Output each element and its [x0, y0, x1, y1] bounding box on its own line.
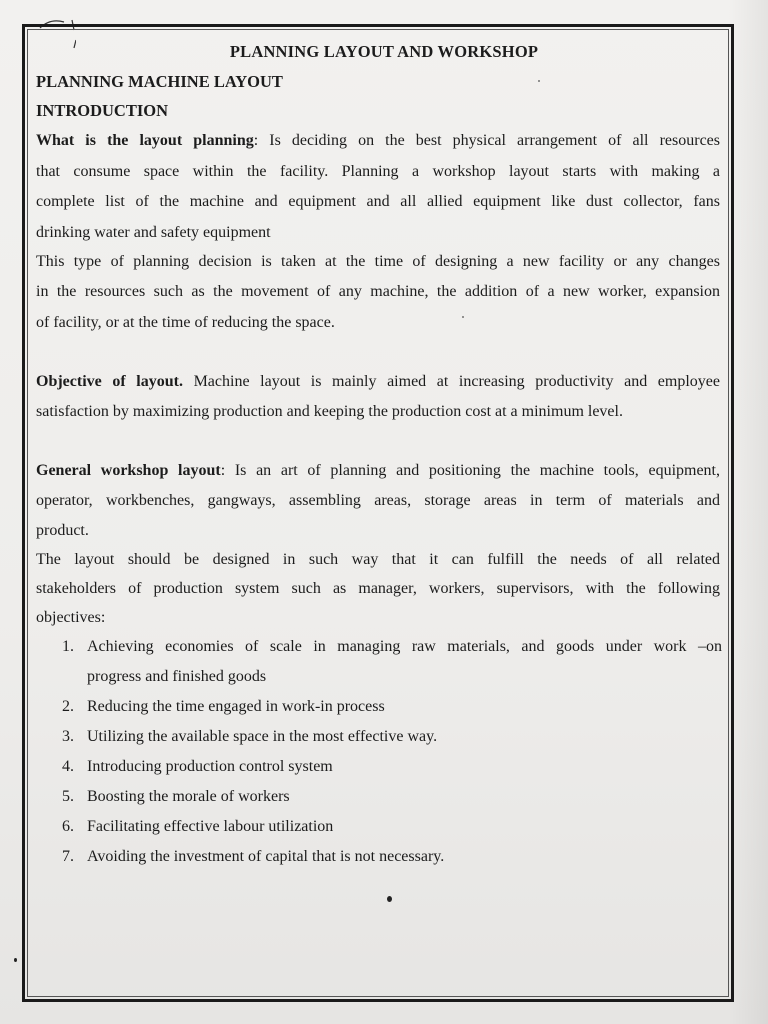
- list-item-text: Boosting the morale of workers: [87, 788, 290, 805]
- list-item: [62, 782, 722, 812]
- objective-line-1-text: Machine layout is mainly aimed at increasing productivity and employee: [182, 373, 720, 390]
- list-item-number: 6.: [62, 818, 74, 835]
- objective-line-2: satisfaction by maximizing production and keeping the production cost at a minimum level.: [36, 403, 623, 420]
- layout-line-3: objectives:: [36, 609, 106, 626]
- intro-line-3: complete list of the machine and equipment and all allied equipment like dust collector, fans: [36, 193, 720, 210]
- list-item: [62, 632, 722, 692]
- document-title: PLANNING LAYOUT AND WORKSHOP: [229, 42, 539, 61]
- list-item-number: 5.: [62, 788, 74, 805]
- intro-line-4: drinking water and safety equipment: [36, 224, 271, 241]
- intro-line-1: [36, 131, 720, 151]
- list-item-number: 4.: [62, 758, 74, 775]
- general-line-3: product.: [36, 522, 89, 539]
- list-item-text: Achieving economies of scale in managing raw materials, and goods under work –on: [87, 638, 722, 655]
- list-item-text: Facilitating effective labour utilization: [87, 818, 334, 835]
- list-item: [62, 812, 722, 842]
- subheading-introduction: INTRODUCTION: [36, 101, 169, 120]
- decision-line-1: This type of planning decision is taken at the time of designing a new facility or any changes: [36, 253, 720, 270]
- layout-line-1: The layout should be designed in such way that it can fulfill the needs of all related: [36, 551, 720, 568]
- list-item-text-continued: progress and finished goods: [87, 668, 267, 685]
- list-item: [62, 692, 722, 722]
- intro-line-2: that consume space within the facility. Planning a workshop layout starts with making a: [36, 163, 720, 180]
- intro-line-1-text: : Is deciding on the best physical arrangement of all resources: [253, 132, 721, 149]
- list-item-text: Reducing the time engaged in work-in process: [87, 698, 385, 715]
- ink-speck: [462, 316, 464, 318]
- general-term: General workshop layout: [36, 462, 221, 479]
- general-line-1-text: : Is an art of planning and positioning the machine tools, equipment,: [220, 462, 721, 479]
- section-heading: PLANNING MACHINE LAYOUT: [36, 72, 283, 91]
- ink-speck: [14, 958, 17, 962]
- general-line-1: [36, 461, 720, 481]
- decision-line-2: in the resources such as the movement of any machine, the addition of a new worker, expansion: [36, 283, 720, 300]
- general-line-2: operator, workbenches, gangways, assembling areas, storage areas in term of materials and: [36, 492, 720, 509]
- layout-line-2: stakeholders of production system such as manager, workers, supervisors, with the following: [36, 580, 720, 597]
- list-item-number: 7.: [62, 848, 74, 865]
- ink-speck: [538, 80, 540, 82]
- page-shadow: [728, 0, 768, 1024]
- list-item: [62, 722, 722, 752]
- list-item-text: Avoiding the investment of capital that is not necessary.: [87, 848, 445, 865]
- objective-line-1: [36, 372, 720, 392]
- list-item-number: 2.: [62, 698, 74, 715]
- ink-speck: [387, 896, 392, 902]
- list-item-number: 1.: [62, 638, 74, 655]
- objectives-list: [62, 632, 722, 872]
- list-item: [62, 752, 722, 782]
- list-item-number: 3.: [62, 728, 74, 745]
- list-item-text: Introducing production control system: [87, 758, 333, 775]
- intro-term: What is the layout planning: [36, 132, 254, 149]
- list-item: [62, 842, 722, 872]
- list-item-text: Utilizing the available space in the most effective way.: [87, 728, 438, 745]
- decision-line-3: of facility, or at the time of reducing the space.: [36, 314, 335, 331]
- objective-term: Objective of layout.: [36, 373, 183, 390]
